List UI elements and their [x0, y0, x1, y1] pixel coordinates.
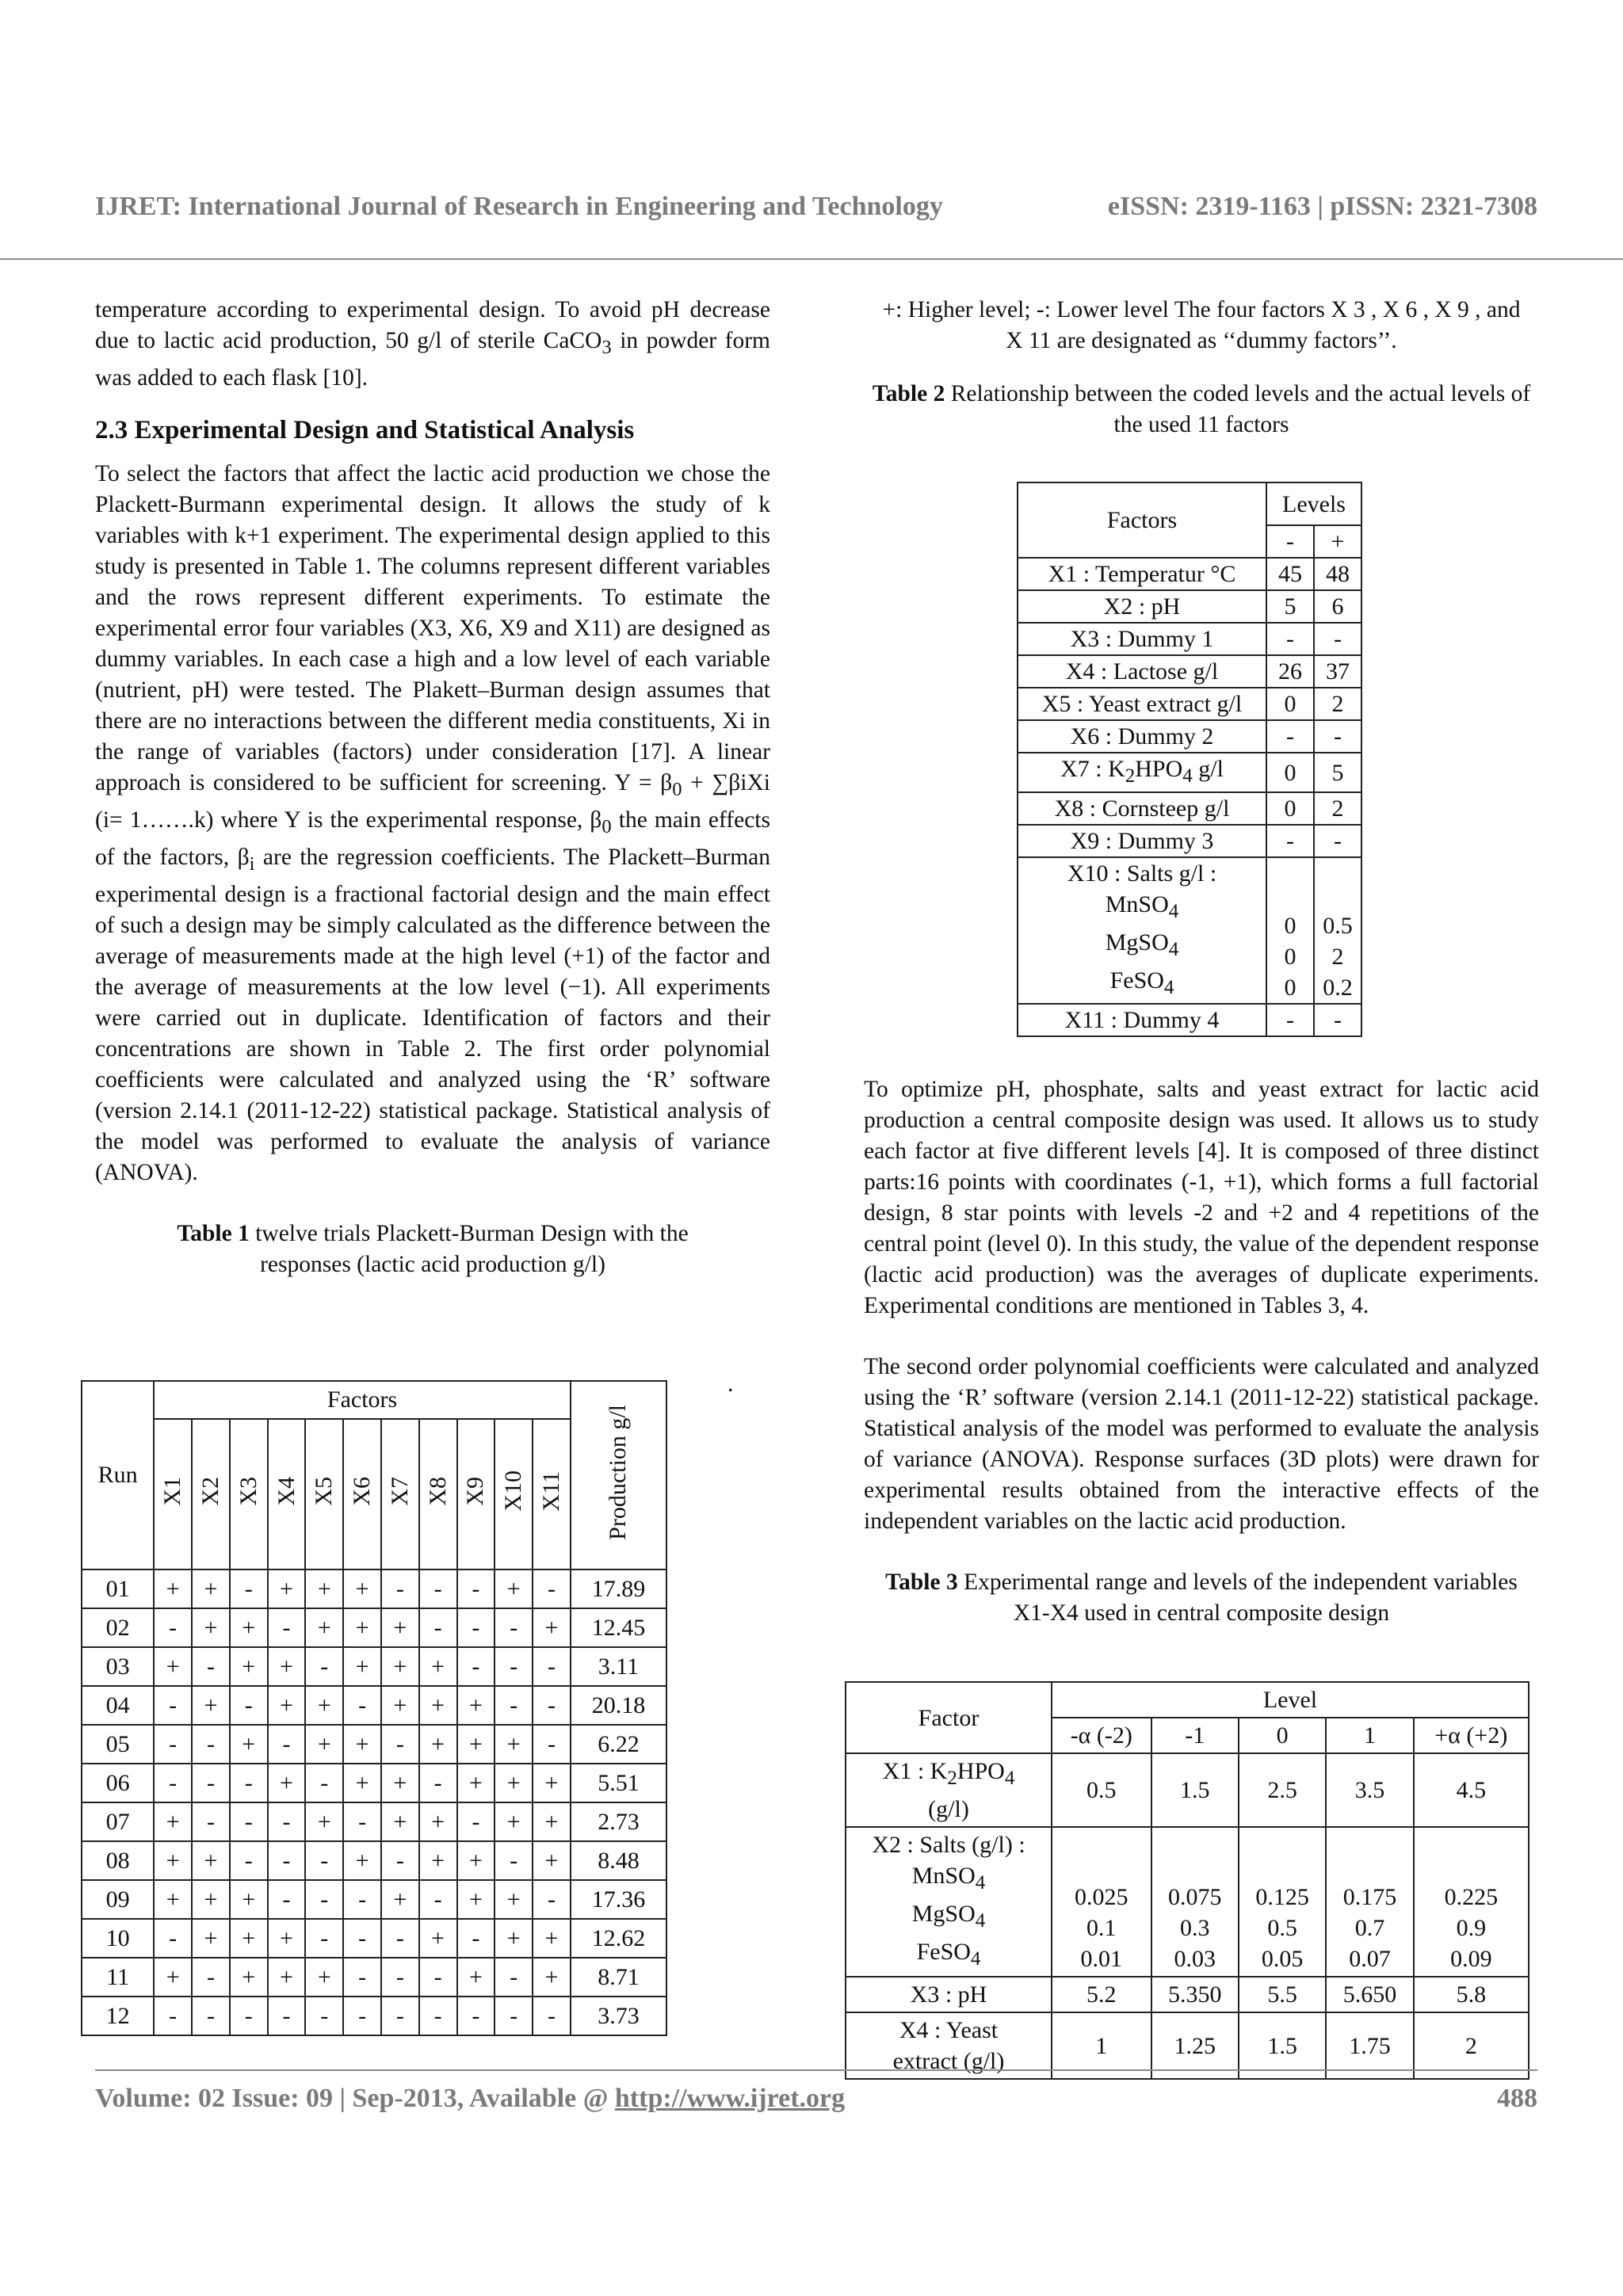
table1 [81, 1380, 667, 2036]
level-sign: - [457, 1608, 495, 1647]
low-level: 45 [1266, 558, 1314, 590]
level-sign: - [533, 1880, 571, 1919]
level-sign: - [305, 1919, 343, 1958]
level-sign: + [381, 1608, 419, 1647]
level-value: 5.350 [1151, 1977, 1239, 2012]
table-row [82, 1686, 666, 1725]
table-row [1018, 688, 1361, 720]
level-sign: - [230, 1686, 268, 1725]
factor-name: X1 : Temperatur °C [1018, 558, 1266, 590]
journal-title: IJRET: International Journal of Research in Engineering and Technology [95, 192, 943, 221]
factor-name: X3 : Dummy 1 [1018, 623, 1266, 655]
level-sign: - [230, 1569, 268, 1608]
level-sign: - [305, 1764, 343, 1802]
level-sign: + [495, 1802, 533, 1841]
level-sign: + [495, 1919, 533, 1958]
level-header: -1 [1151, 1718, 1239, 1753]
level-sign: + [495, 1569, 533, 1608]
level-sign: - [381, 1725, 419, 1764]
level-sign: - [381, 1919, 419, 1958]
level-sign: + [419, 1647, 457, 1686]
level-value: 1 [1052, 2012, 1151, 2079]
high-level: 37 [1314, 655, 1361, 688]
level-sign: + [230, 1958, 268, 1997]
level-sign: - [192, 1725, 230, 1764]
level-sign: - [343, 1919, 381, 1958]
level-sign: - [154, 1919, 192, 1958]
high-level: 2 [1314, 688, 1361, 720]
table1-col-header: X2 [192, 1419, 230, 1569]
table-row [82, 1569, 666, 1608]
production-value: 17.36 [571, 1880, 666, 1919]
intro-paragraph: temperature according to experimental design. To avoid pH decrease due to lactic acid production, 50 g/l of sterile CaCO$_3$ in powder form was added to each flask [10]. [95, 297, 770, 391]
run-number: 11 [82, 1958, 154, 1997]
high-level: - [1314, 720, 1361, 753]
table-row: X3 : pH 5.2 5.350 5.5 5.650 5.8 [846, 1977, 1529, 2012]
production-value: 6.22 [571, 1725, 666, 1764]
table1-col-header: X10 [495, 1419, 533, 1569]
level-value: 5.2 [1052, 1977, 1151, 2012]
table2-minus-header: - [1266, 525, 1314, 558]
level-sign: - [495, 1997, 533, 2035]
level-value: 1.75 [1326, 2012, 1413, 2079]
level-sign: - [192, 1764, 230, 1802]
level-sign: - [305, 1647, 343, 1686]
level-sign: - [419, 1958, 457, 1997]
low-level: 5 [1266, 590, 1314, 623]
level-sign: - [230, 1997, 268, 2035]
level-sign: - [533, 1725, 571, 1764]
level-value: 3.5 [1326, 1753, 1413, 1827]
production-value: 8.71 [571, 1958, 666, 1997]
issn: eISSN: 2319-1163 | pISSN: 2321-7308 [1107, 192, 1537, 221]
level-sign: + [457, 1880, 495, 1919]
level-sign: + [343, 1725, 381, 1764]
table3-level-header: Level [1052, 1682, 1529, 1718]
level-sign: - [268, 1802, 306, 1841]
table1-col-header: X6 [343, 1419, 381, 1569]
level-sign: + [533, 1764, 571, 1802]
level-sign: + [495, 1764, 533, 1802]
table2-levels-header: Levels [1266, 482, 1361, 525]
left-column [95, 295, 770, 1280]
level-sign: - [343, 1958, 381, 1997]
level-sign: + [343, 1608, 381, 1647]
level-sign: + [192, 1841, 230, 1880]
level-value: 1.5 [1151, 1753, 1239, 1827]
table-row [82, 1919, 666, 1958]
table1-col-header: X7 [381, 1419, 419, 1569]
level-sign: + [343, 1569, 381, 1608]
level-sign: - [343, 1802, 381, 1841]
table1-col-header: X1 [154, 1419, 192, 1569]
level-sign: - [381, 1569, 419, 1608]
table-row [82, 1802, 666, 1841]
production-value: 8.48 [571, 1841, 666, 1880]
level-sign: - [343, 1686, 381, 1725]
level-sign: + [230, 1647, 268, 1686]
level-value: 2 [1414, 2012, 1529, 2079]
level-header: 0 [1239, 1718, 1326, 1753]
level-sign: - [495, 1958, 533, 1997]
level-sign: + [419, 1725, 457, 1764]
level-sign: + [533, 1958, 571, 1997]
table-row [82, 1725, 666, 1764]
level-value: 5.650 [1326, 1977, 1413, 2012]
level-sign: + [268, 1919, 306, 1958]
level-sign: + [343, 1764, 381, 1802]
footer-volume: Volume: 02 Issue: 09 | Sep-2013, Available @ http://www.ijret.org [95, 2084, 846, 2113]
level-sign: + [154, 1841, 192, 1880]
level-sign: - [419, 1880, 457, 1919]
run-number: 07 [82, 1802, 154, 1841]
level-sign: - [457, 1569, 495, 1608]
level-sign: - [230, 1764, 268, 1802]
level-sign: + [457, 1686, 495, 1725]
level-sign: + [533, 1802, 571, 1841]
level-value: 0.075 0.3 0.03 [1151, 1827, 1239, 1977]
run-number: 03 [82, 1647, 154, 1686]
factor-name: X5 : Yeast extract g/l [1018, 688, 1266, 720]
level-sign: + [154, 1647, 192, 1686]
level-sign: + [381, 1880, 419, 1919]
level-sign: - [268, 1997, 306, 2035]
table-row: X4 : Yeast extract (g/l) 1 1.25 1.5 1.75 2 [846, 2012, 1529, 2079]
table1-col-header: X9 [457, 1419, 495, 1569]
production-value: 5.51 [571, 1764, 666, 1802]
table1-production-header: Production g/l [571, 1381, 666, 1569]
level-sign: - [305, 1880, 343, 1919]
level-sign: - [154, 1686, 192, 1725]
level-value: 2.5 [1239, 1753, 1326, 1827]
level-value: 5.8 [1414, 1977, 1529, 2012]
table1-col-header: X3 [230, 1419, 268, 1569]
table1-col-header: X11 [533, 1419, 571, 1569]
level-sign: - [192, 1997, 230, 2035]
level-sign: + [533, 1608, 571, 1647]
table-row [82, 1997, 666, 2035]
level-sign: + [381, 1764, 419, 1802]
level-sign: - [419, 1569, 457, 1608]
low-level: - [1266, 623, 1314, 655]
high-level: 6 [1314, 590, 1361, 623]
level-sign: - [154, 1997, 192, 2035]
level-sign: + [495, 1880, 533, 1919]
level-value: 0.025 0.1 0.01 [1052, 1827, 1151, 1977]
table-row: X10 : Salts g/l : MnSO$_4$ MgSO$_4$ FeSO$_4$ 0 0 0 0.5 2 0.2 [1018, 857, 1361, 1004]
level-sign: + [533, 1841, 571, 1880]
level-value: 0.125 0.5 0.05 [1239, 1827, 1326, 1977]
level-sign: - [495, 1647, 533, 1686]
level-sign: - [154, 1608, 192, 1647]
page-footer [95, 2084, 1537, 2114]
level-sign: - [495, 1608, 533, 1647]
level-sign: + [495, 1725, 533, 1764]
level-sign: + [457, 1764, 495, 1802]
table-row [82, 1841, 666, 1880]
level-value: 1.5 [1239, 2012, 1326, 2079]
table1-run-header: Run [82, 1381, 154, 1569]
table-row [82, 1958, 666, 1997]
level-sign: - [305, 1997, 343, 2035]
level-sign: - [154, 1764, 192, 1802]
table-row [1018, 623, 1361, 655]
production-value: 3.11 [571, 1647, 666, 1686]
level-sign: + [419, 1802, 457, 1841]
run-number: 08 [82, 1841, 154, 1880]
level-sign: - [230, 1841, 268, 1880]
table-row [82, 1608, 666, 1647]
run-number: 09 [82, 1880, 154, 1919]
run-number: 01 [82, 1569, 154, 1608]
level-sign: - [419, 1608, 457, 1647]
factor-name: X6 : Dummy 2 [1018, 720, 1266, 753]
level-sign: - [343, 1880, 381, 1919]
level-sign: + [192, 1686, 230, 1725]
production-value: 20.18 [571, 1686, 666, 1725]
stray-dot: . [727, 1371, 734, 1397]
level-value: 0.5 [1052, 1753, 1151, 1827]
level-sign: + [533, 1919, 571, 1958]
level-sign: + [457, 1841, 495, 1880]
level-sign: + [343, 1841, 381, 1880]
level-sign: + [305, 1802, 343, 1841]
run-number: 12 [82, 1997, 154, 2035]
level-sign: + [230, 1919, 268, 1958]
low-level: 0 [1266, 688, 1314, 720]
level-sign: - [457, 1802, 495, 1841]
level-sign: - [533, 1686, 571, 1725]
level-sign: - [533, 1569, 571, 1608]
level-value: 0.175 0.7 0.07 [1326, 1827, 1413, 1977]
level-value: 5.5 [1239, 1977, 1326, 2012]
journal-link[interactable]: http://www.ijret.org [614, 2084, 846, 2113]
level-sign: + [343, 1647, 381, 1686]
table-row [1018, 558, 1361, 590]
level-sign: + [268, 1569, 306, 1608]
level-header: 1 [1326, 1718, 1413, 1753]
level-sign: + [305, 1725, 343, 1764]
level-sign: - [343, 1997, 381, 2035]
level-sign: + [305, 1608, 343, 1647]
table1-col-header: X4 [268, 1419, 306, 1569]
production-value: 17.89 [571, 1569, 666, 1608]
level-sign: + [192, 1608, 230, 1647]
level-sign: - [381, 1997, 419, 2035]
production-value: 2.73 [571, 1802, 666, 1841]
low-level: 26 [1266, 655, 1314, 688]
level-sign: - [230, 1802, 268, 1841]
level-sign: + [381, 1647, 419, 1686]
level-sign: + [192, 1919, 230, 1958]
table-row [82, 1647, 666, 1686]
table2-caption: Table 2 Relationship between the coded levels and the actual levels of the used 11 factors [872, 381, 1531, 437]
run-number: 02 [82, 1608, 154, 1647]
page-number: 488 [1497, 2084, 1537, 2113]
level-sign: - [192, 1802, 230, 1841]
level-sign: + [419, 1919, 457, 1958]
level-sign: - [154, 1725, 192, 1764]
factor-name: X4 : Lactose g/l [1018, 655, 1266, 688]
level-sign: - [533, 1647, 571, 1686]
table2 [1017, 482, 1362, 1037]
level-sign: + [230, 1608, 268, 1647]
table-row: X1 : $K_2HPO_4$ (g/l) 0.5 1.5 2.5 3.5 4.5 [846, 1753, 1529, 1827]
table3-caption: Table 3 Experimental range and levels of the independent variables X1-X4 used in central composite design [885, 1569, 1518, 1626]
level-sign: + [381, 1686, 419, 1725]
footer-rule [95, 2069, 1537, 2071]
section-title: 2.3 Experimental Design and Statistical Analysis [95, 415, 635, 444]
level-sign: + [268, 1764, 306, 1802]
level-sign: + [305, 1569, 343, 1608]
ccd-paragraph: To optimize pH, phosphate, salts and yeast extract for lactic acid production a central composite design was used. It allows us to study each factor at five different levels [4]. It is composed of three distinct parts:16 points with coordinates (-1, +1), which forms a full factorial design, 8 star points with levels -2 and +2 and 4 repetitions of the central point (level 0). In this study, the value of the dependent response (lactic acid production) was the averages of duplicate experiments. Experimental conditions are mentioned in Tables 3, 4. [864, 1077, 1539, 1318]
high-level: 48 [1314, 558, 1361, 590]
table-row [1018, 720, 1361, 753]
level-sign: - [192, 1958, 230, 1997]
table-row [1018, 655, 1361, 688]
low-level: - [1266, 720, 1314, 753]
run-number: 10 [82, 1919, 154, 1958]
level-sign: + [192, 1880, 230, 1919]
table3 [845, 1681, 1529, 2080]
level-header: -α (-2) [1052, 1718, 1151, 1753]
table1-col-header: X5 [305, 1419, 343, 1569]
run-number: 05 [82, 1725, 154, 1764]
level-sign: + [154, 1958, 192, 1997]
table-row [82, 1880, 666, 1919]
level-sign: + [154, 1569, 192, 1608]
level-sign: - [381, 1958, 419, 1997]
run-number: 06 [82, 1764, 154, 1802]
level-sign: - [268, 1841, 306, 1880]
table-row [82, 1764, 666, 1802]
table1-col-header: X8 [419, 1419, 457, 1569]
level-sign: - [381, 1841, 419, 1880]
level-sign: + [154, 1802, 192, 1841]
level-sign: - [533, 1997, 571, 2035]
run-number: 04 [82, 1686, 154, 1725]
level-sign: - [495, 1686, 533, 1725]
level-sign: - [268, 1725, 306, 1764]
polynomial-paragraph: The second order polynomial coefficients were calculated and analyzed using the ‘R’ software (version 2.14.1 (2011-12-22) statistical package. Statistical analysis of the model was performed to evaluate the analysis of variance (ANOVA). Response surfaces (3D plots) were drawn for experimental results obtained from the interactive effects of the independent variables on the lactic acid production. [864, 1354, 1539, 1534]
table-row: X11 : Dummy 4 - - [1018, 1004, 1361, 1036]
level-sign: - [419, 1764, 457, 1802]
level-header: +α (+2) [1414, 1718, 1529, 1753]
level-sign: - [305, 1841, 343, 1880]
table2-plus-header: + [1314, 525, 1361, 558]
table-row: X7 : $K_2HPO_4$ g/l 0 5 [1018, 753, 1361, 792]
level-sign: + [457, 1958, 495, 1997]
level-sign: + [154, 1880, 192, 1919]
level-sign: + [268, 1686, 306, 1725]
level-sign: + [419, 1841, 457, 1880]
high-level: - [1314, 623, 1361, 655]
level-value: 1.25 [1151, 2012, 1239, 2079]
table-row: X9 : Dummy 3 - - [1018, 825, 1361, 857]
production-value: 12.45 [571, 1608, 666, 1647]
table-row: X2 : Salts (g/l) : MnSO$_4$ MgSO$_4$ FeSO$_4$ 0.025 0.1 0.01 0.075 0.3 0.03 0.125 0.5 0.05 0.175 0.7 0.07 0.225 0.9 0.09 [846, 1827, 1529, 1977]
level-sign: + [381, 1802, 419, 1841]
level-sign: + [457, 1725, 495, 1764]
level-sign: + [305, 1686, 343, 1725]
table1-legend: +: Higher level; -: Lower level The four factors X 3 , X 6 , X 9 , and X 11 are designated as ‘‘dummy factors’’. [882, 297, 1521, 353]
level-sign: + [268, 1958, 306, 1997]
table1-caption: Table 1 twelve trials Plackett-Burman Design with the responses (lactic acid production g/l) [177, 1220, 689, 1277]
table1-factors-header: Factors [154, 1381, 571, 1419]
level-sign: - [457, 1919, 495, 1958]
level-sign: + [268, 1647, 306, 1686]
level-sign: + [192, 1569, 230, 1608]
level-sign: + [230, 1725, 268, 1764]
level-sign: - [457, 1997, 495, 2035]
level-sign: - [268, 1608, 306, 1647]
table-row: X8 : Cornsteep g/l 0 2 [1018, 792, 1361, 825]
level-sign: - [495, 1841, 533, 1880]
level-value: 4.5 [1414, 1753, 1529, 1827]
factor-name: X2 : pH [1018, 590, 1266, 623]
production-value: 12.62 [571, 1919, 666, 1958]
level-sign: + [419, 1686, 457, 1725]
level-value: 0.225 0.9 0.09 [1414, 1827, 1529, 1977]
table2-factors-header: Factors [1018, 482, 1266, 558]
design-paragraph: To select the factors that affect the lactic acid production we chose the Plackett-Burmann experimental design. It allows the study of k variables with k+1 experiment. The experimental design applied to this study is presented in Table 1. The columns represent different variables and the rows represent different experiments. To estimate the experimental error four variables (X3, X6, X9 and X11) are designed as dummy variables. In each case a high and a low level of each variable (nutrient, pH) were tested. The Plakett–Burman design assumes that there are no interactions between the different media constituents, Xi in the range of variables (factors) under consideration [17]. A linear approach is considered to be sufficient for screening. $Y = \beta_0 + \sum\beta iXi$ (i= 1…….k) where Y is the experimental response, $\beta_0$ the main effects of the factors, $\beta_i$ are the regression coefficients. The Plackett–Burman experimental design is a fractional factorial design and the main effect of such a design may be simply calculated as the difference between the average of measurements made at the high level (+1) of the factor and the average of measurements at the low level (−1). All experiments were carried out in duplicate. Identification of factors and their concentrations are shown in Table 2. The first order polynomial coefficients were calculated and analyzed using the ‘R’ software (version 2.14.1 (2011-12-22) statistical package. Statistical analysis of the model was performed to evaluate the analysis of variance (ANOVA). [95, 460, 770, 1185]
level-sign: - [419, 1997, 457, 2035]
table3-factor-header: Factor [846, 1682, 1052, 1753]
level-sign: + [305, 1958, 343, 1997]
header-rule [0, 258, 1623, 260]
page-header [95, 192, 1537, 222]
level-sign: - [457, 1647, 495, 1686]
level-sign: + [230, 1880, 268, 1919]
level-sign: - [268, 1880, 306, 1919]
level-sign: - [192, 1647, 230, 1686]
table-row [1018, 590, 1361, 623]
production-value: 3.73 [571, 1997, 666, 2035]
